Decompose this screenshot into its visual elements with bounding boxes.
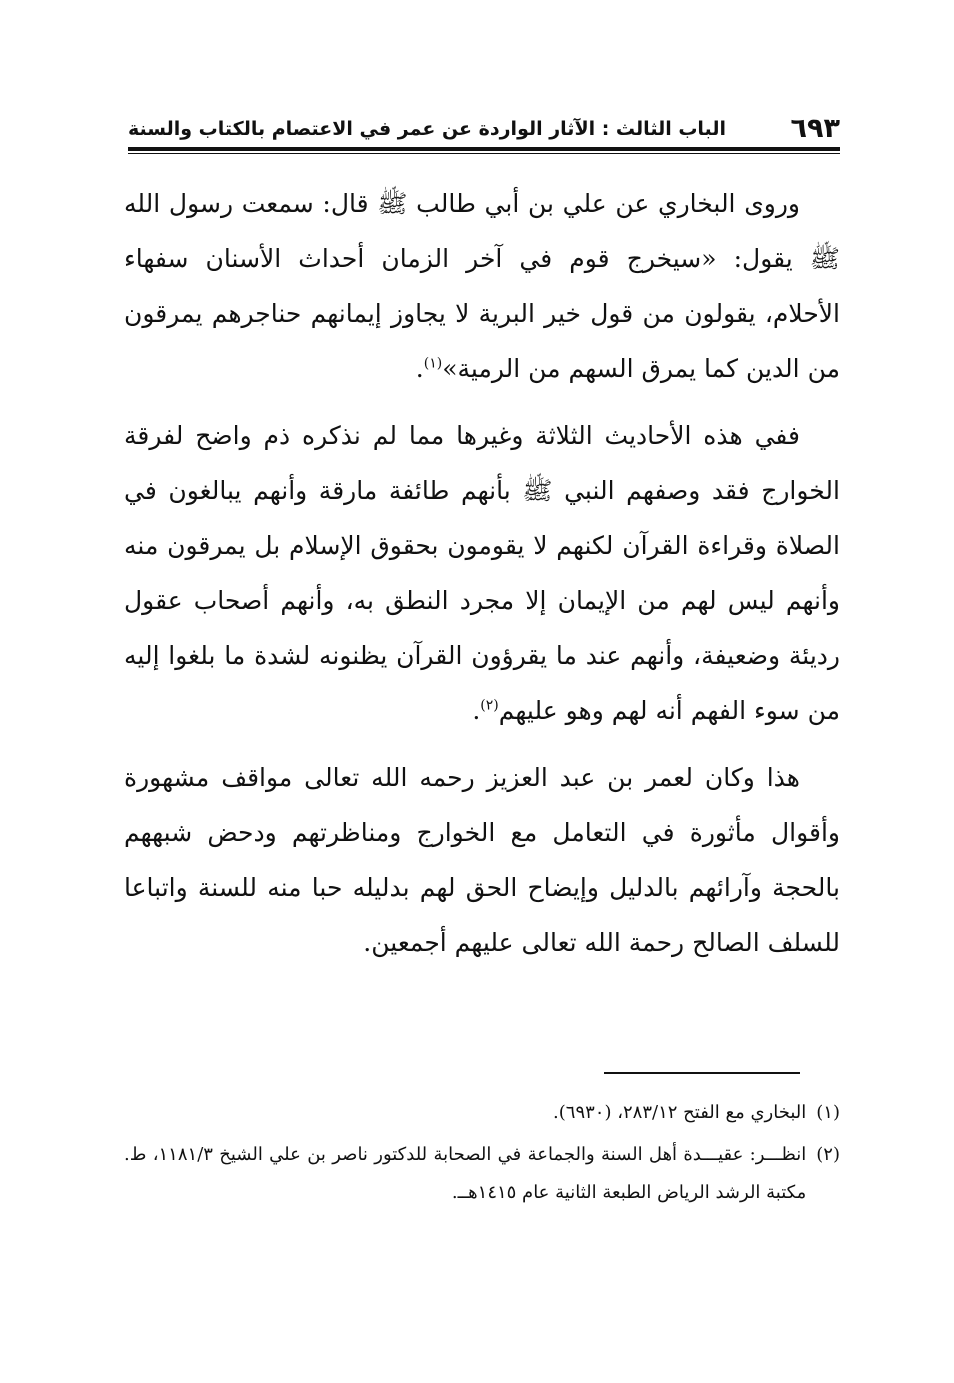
paragraph-end: . [415, 354, 424, 383]
paragraph [124, 408, 840, 738]
main-text [124, 176, 840, 982]
header-rule-thin [128, 153, 840, 154]
footnote-reference[interactable]: (٢) [480, 697, 499, 714]
footnote-reference[interactable]: (١) [423, 355, 443, 372]
header-rule [128, 147, 840, 151]
footnotes [124, 1094, 840, 1216]
footnote-marker: (٢) [816, 1144, 840, 1165]
paragraph-text: هذا وكان لعمر بن عبد العزيز رحمه الله تعالى مواقف مشهورة وأقوال مأثورة في التعامل مع الخوارج ومناظرتهم ودحض شبههم بالحجة وآرائهم بالدليل وإيضاح الحق لهم بدليله حبا منه للسنة واتباعا للسلف الصالح رحمة الله تعالى عليهم أجمعين. [124, 763, 840, 957]
paragraph [124, 750, 840, 970]
footnote [124, 1094, 840, 1132]
footnote-text: انظـــر: عقيـــدة أهل السنة والجماعة في الصحابة للدكتور ناصر بن علي الشيخ ١١٨١/٣، ط. مكتبة الرشد الرياض الطبعة الثانية عام ١٤١٥هــ. [124, 1144, 807, 1203]
paragraph-end: . [472, 696, 481, 725]
footnote [124, 1136, 840, 1212]
running-title: الباب الثالث : الآثار الواردة عن عمر في الاعتصام بالكتاب والسنة [128, 118, 726, 140]
footnote-text: البخاري مع الفتح ٢٨٣/١٢، (٦٩٣٠). [553, 1102, 807, 1123]
footnote-marker: (١) [816, 1102, 840, 1123]
page-header [128, 112, 840, 146]
footnote-separator [604, 1072, 800, 1074]
paragraph-text: وروى البخاري عن علي بن أبي طالب ﷺ قال: سمعت رسول الله ﷺ يقول: «سيخرج قوم في آخر الزمان أحداث الأسنان سفهاء الأحلام، يقولون من قول خير البرية لا يجاوز إيمانهم حناجرهم يمرقون من الدين كما يمرق السهم من الرمية» [124, 189, 840, 383]
paragraph [124, 176, 840, 396]
paragraph-text: ففي هذه الأحاديث الثلاثة وغيرها مما لم نذكره ذم واضح لفرقة الخوارج فقد وصفهم النبي ﷺ بأنهم طائفة مارقة وأنهم يبالغون في الصلاة وقراءة القرآن لكنهم لا يقومون بحقوق الإسلام بل يمرقون منه وأنهم ليس لهم من الإيمان إلا مجرد النطق به، وأنهم أصحاب عقول رديئة وضعيفة، وأنهم عند ما يقرؤون القرآن يظنونه لشدة ما بلغوا إليه من سوء الفهم أنه لهم وهو عليهم [124, 421, 840, 725]
page-number: ٦٩٣ [790, 113, 840, 144]
